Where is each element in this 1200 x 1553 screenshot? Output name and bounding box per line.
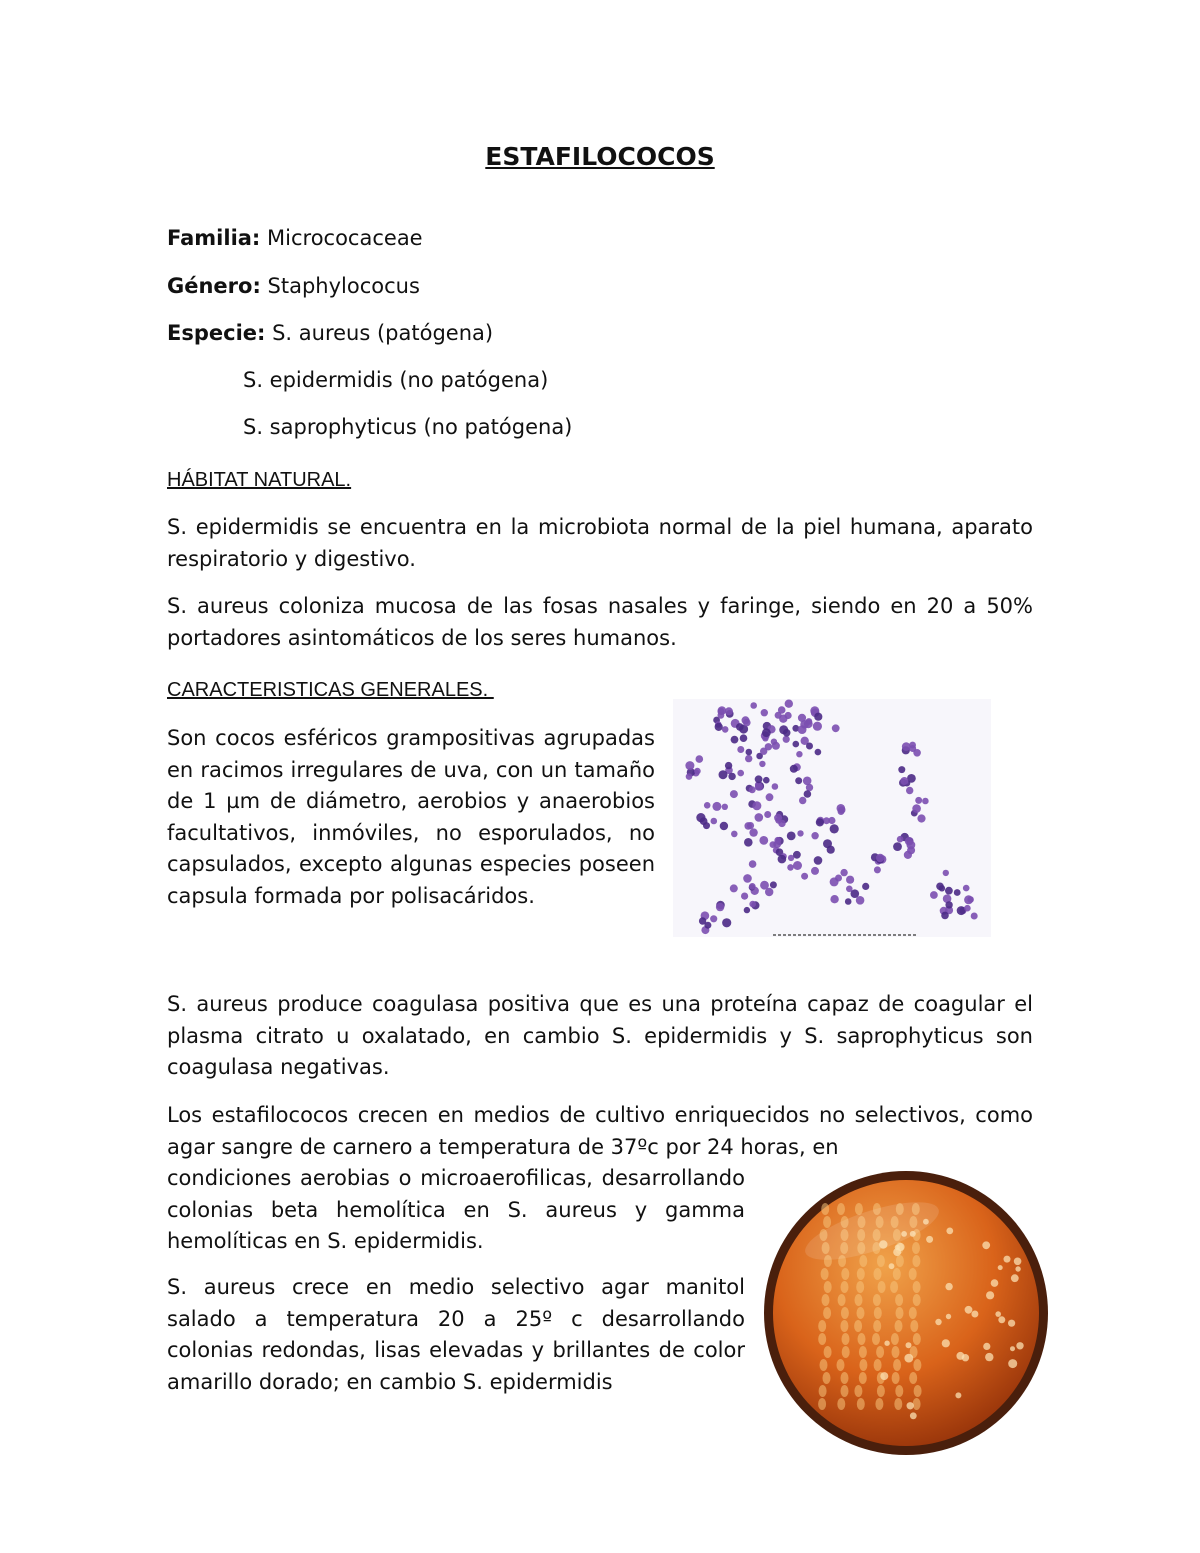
species-saprophyticus: S. saprophyticus (no patógena) [243, 415, 573, 439]
coagulasa-paragraph: S. aureus produce coagulasa positiva que es una proteína capaz de coagular el plasma citrato u oxalatado, en cambio S. epidermidis y S. saprophyticus son coagulasa negativas. [167, 992, 1033, 1079]
coccus [897, 836, 904, 843]
colony [857, 1398, 865, 1410]
coccus [740, 734, 748, 742]
coccus [711, 818, 718, 825]
colony [858, 1333, 866, 1345]
coccus [913, 749, 921, 757]
coccus [700, 817, 708, 825]
colony [818, 1398, 826, 1410]
coccus [795, 777, 802, 784]
colony [874, 1268, 882, 1280]
colony [1015, 1266, 1020, 1271]
coccus [766, 793, 774, 801]
coccus [971, 913, 978, 920]
colony [913, 1294, 921, 1306]
coccus [902, 742, 911, 751]
colony [1016, 1342, 1023, 1349]
coccus [770, 881, 777, 888]
coccus [715, 723, 723, 731]
coccus [731, 736, 739, 744]
colony [986, 1291, 994, 1299]
coccus [963, 885, 970, 892]
colony [859, 1359, 867, 1371]
coccus [744, 822, 752, 830]
coccus [828, 817, 835, 824]
colony [1010, 1346, 1015, 1351]
colony [876, 1346, 884, 1358]
coccus [930, 891, 938, 899]
colony [824, 1281, 832, 1293]
coccus [749, 860, 757, 868]
colony [818, 1333, 826, 1345]
colony [906, 1342, 912, 1348]
colony [904, 1354, 913, 1363]
colony [991, 1279, 999, 1287]
coccus [900, 777, 908, 785]
familia-value: Micrococaceae [260, 226, 423, 250]
coccus [746, 749, 753, 756]
cultivo-paragraph-part-2: condiciones aerobias o microaerofilicas, desarrollando colonias beta hemolítica en S. aureus y gamma hemolíticas en S. epidermidis. [167, 1166, 745, 1253]
caracteristicas-heading: CARACTERISTICAS GENERALES. [167, 679, 494, 701]
coccus [685, 761, 694, 770]
coccus [830, 877, 839, 886]
coccus [804, 719, 813, 728]
coccus [939, 885, 945, 891]
coccus [945, 901, 952, 908]
coccus [749, 786, 756, 793]
coccus [775, 712, 782, 719]
coccus [945, 887, 953, 895]
coccus [787, 832, 796, 841]
coccus [763, 777, 770, 784]
coccus [799, 797, 806, 804]
coccus [840, 869, 847, 876]
habitat-paragraph-2: S. aureus coloniza mucosa de las fosas nasales y faringe, siendo en 20 a 50% portadores asintomáticos de los seres humanos. [167, 594, 1033, 650]
coccus [731, 831, 738, 838]
coccus [736, 723, 744, 731]
coccus [832, 724, 840, 732]
colony [892, 1372, 900, 1384]
colony [893, 1268, 901, 1280]
coccus [796, 751, 802, 757]
colony [822, 1294, 830, 1306]
coccus [954, 889, 961, 896]
coccus [704, 922, 711, 929]
colony [946, 1314, 951, 1319]
colony [821, 1268, 829, 1280]
colony [1014, 1258, 1022, 1266]
colony [955, 1392, 961, 1398]
coccus [725, 762, 732, 769]
colony [907, 1402, 914, 1409]
colony [910, 1412, 917, 1419]
colony [841, 1268, 849, 1280]
colony [874, 1359, 882, 1371]
coccus [730, 884, 738, 892]
colony [998, 1316, 1005, 1323]
coccus [898, 766, 905, 773]
coccus [793, 861, 802, 870]
coccus [814, 856, 823, 865]
colony [956, 1352, 964, 1360]
colony [877, 1255, 885, 1267]
page-title: ESTAFILOCOCOS [485, 142, 715, 171]
colony [892, 1346, 900, 1358]
coccus [764, 811, 771, 818]
coccus [716, 903, 724, 911]
colony [912, 1255, 920, 1267]
colony [842, 1333, 850, 1345]
coccus [906, 787, 913, 794]
manitol-paragraph: S. aureus crece en medio selectivo agar manitol salado a temperatura 20 a 25º c desarrollando colonias redondas, lisas elevadas y brillantes de color amarillo dorado; en cambio S. epidermidis [167, 1275, 745, 1394]
especie-label: Especie: [167, 321, 266, 345]
colony [913, 1333, 921, 1345]
colony [840, 1320, 848, 1332]
coccus [772, 742, 780, 750]
colony [893, 1359, 901, 1371]
colony [945, 1283, 952, 1290]
coccus [806, 743, 813, 750]
coccus [907, 841, 916, 850]
coccus [912, 804, 921, 813]
colony [884, 1341, 889, 1346]
colony [890, 1281, 898, 1293]
colony [995, 1311, 1001, 1317]
coccus [827, 846, 835, 854]
coccus [785, 712, 792, 719]
colony [965, 1306, 973, 1314]
coccus [712, 802, 721, 811]
coccus [830, 895, 838, 903]
coccus [964, 895, 973, 904]
coccus [730, 790, 738, 798]
coccus [798, 714, 806, 722]
coccus [830, 824, 839, 833]
colony [895, 1294, 903, 1306]
colony [1004, 1256, 1011, 1263]
coccus [704, 802, 711, 809]
coccus [790, 765, 798, 773]
colony [1008, 1359, 1017, 1368]
coccus [694, 768, 701, 775]
colony [1008, 1320, 1015, 1327]
colony [823, 1216, 831, 1228]
coccus [797, 830, 803, 836]
colony [935, 1319, 941, 1325]
colony [896, 1243, 904, 1251]
coccus [741, 893, 748, 900]
habitat-paragraph-1: S. epidermidis se encuentra en la microbiota normal de la piel humana, aparato respiratorio y digestivo. [167, 515, 1033, 571]
colony [880, 1372, 888, 1380]
colony [912, 1242, 920, 1254]
colony [896, 1255, 904, 1267]
coccus [964, 905, 971, 912]
colony [913, 1398, 921, 1410]
colony [873, 1320, 881, 1332]
coccus [719, 770, 728, 779]
coccus [759, 761, 765, 767]
habitat-heading: HÁBITAT NATURAL. [167, 469, 352, 491]
colony [841, 1307, 849, 1319]
coccus [722, 726, 729, 733]
micrograph-icon [673, 699, 991, 937]
colony [821, 1203, 829, 1215]
colony [909, 1268, 917, 1280]
coccus [752, 801, 761, 810]
petri-dish-icon [762, 1169, 1050, 1457]
colony [854, 1385, 862, 1397]
colony [910, 1320, 918, 1332]
colony [891, 1333, 899, 1345]
colony [841, 1385, 849, 1397]
coccus [816, 818, 824, 826]
coccus [876, 854, 884, 862]
coccus [778, 855, 787, 864]
coccus [761, 709, 768, 716]
colony [873, 1294, 881, 1306]
coccus [915, 797, 922, 804]
coccus [811, 832, 818, 839]
colony [878, 1281, 886, 1293]
coccus [814, 713, 822, 721]
coccus [793, 741, 800, 748]
colony [819, 1385, 827, 1397]
coccus [941, 912, 949, 920]
coccus [917, 814, 925, 822]
coccus [770, 841, 777, 848]
caracteristicas-paragraph-1: Son cocos esféricos grampositivas agrupadas en racimos irregulares de uva, con un tamaño de 1 µm de diámetro, aerobios y anaerobios facultativos, inmóviles, no esporulados, no capsulados, excepto algunas especies poseen capsula formada por polisacáridos. [167, 726, 655, 908]
coccus [744, 838, 753, 847]
coccus [755, 775, 763, 783]
coccus [759, 836, 768, 845]
colony [854, 1320, 862, 1332]
colony [875, 1398, 883, 1410]
colony [818, 1320, 826, 1332]
colony [985, 1353, 993, 1361]
colony [859, 1346, 867, 1358]
colony [824, 1346, 832, 1358]
coccus [846, 876, 854, 884]
coccus [783, 729, 791, 737]
colony [896, 1307, 904, 1319]
colony [857, 1268, 865, 1280]
coccus [745, 755, 752, 762]
coccus [749, 883, 756, 890]
coccus [801, 873, 808, 880]
colony [894, 1398, 902, 1410]
coccus [720, 822, 728, 830]
colony [877, 1385, 885, 1397]
colony [837, 1359, 845, 1371]
coccus [762, 728, 771, 737]
coccus [845, 898, 852, 905]
coccus [728, 773, 735, 780]
genero-label: Género: [167, 274, 261, 298]
colony [837, 1203, 845, 1215]
colony [842, 1346, 850, 1358]
coccus [893, 842, 902, 851]
colony [872, 1333, 880, 1345]
colony [913, 1359, 921, 1371]
colony [838, 1294, 846, 1306]
coccus [722, 804, 728, 810]
coccus [787, 864, 794, 871]
species-epidermidis: S. epidermidis (no patógena) [243, 368, 549, 392]
coccus [856, 896, 865, 905]
colony [855, 1203, 863, 1215]
coccus [744, 907, 750, 913]
familia-line [167, 222, 423, 254]
coccus [904, 851, 912, 859]
coccus [749, 901, 756, 908]
coccus [737, 746, 744, 753]
colony [971, 1311, 978, 1318]
colony [942, 1339, 950, 1347]
colony [909, 1372, 917, 1384]
colony [914, 1385, 922, 1397]
colony [998, 1265, 1003, 1270]
colony [841, 1372, 849, 1384]
coccus [743, 874, 752, 883]
colony [857, 1307, 865, 1319]
coccus [813, 722, 822, 731]
coccus [696, 755, 704, 763]
coccus [806, 784, 813, 791]
coccus [874, 866, 881, 873]
coccus [722, 918, 731, 927]
colony [982, 1241, 990, 1249]
colony [874, 1307, 882, 1319]
colony [895, 1320, 903, 1332]
coccus [803, 777, 812, 786]
colony [889, 1263, 895, 1269]
colony [1011, 1274, 1019, 1282]
coccus [686, 773, 693, 780]
cultivo-paragraph-part-1: Los estafilococos crecen en medios de cultivo enriquecidos no selectivos, como agar sangre de carnero a temperatura de 37ºc por 24 horas, en [167, 1103, 1033, 1159]
coccus [749, 828, 757, 836]
coccus [760, 881, 769, 890]
especie-line [167, 317, 493, 349]
coccus [922, 798, 929, 805]
coccus [772, 783, 779, 790]
colony [859, 1372, 867, 1384]
colony [820, 1359, 828, 1371]
genero-value: Staphylococus [260, 274, 420, 298]
colony [913, 1281, 921, 1293]
coccus [760, 748, 767, 755]
coccus [943, 870, 949, 876]
colony [841, 1281, 849, 1293]
coccus [862, 883, 869, 890]
colony [823, 1307, 831, 1319]
colony [909, 1307, 917, 1319]
coccus [718, 706, 727, 715]
colony [946, 1228, 953, 1235]
colony [823, 1372, 831, 1384]
coccus [710, 915, 717, 922]
coccus [837, 804, 846, 813]
coccus [793, 851, 801, 859]
familia-label: Familia: [167, 226, 261, 250]
coccus [755, 813, 764, 822]
coccus [804, 790, 812, 798]
colony [926, 1236, 933, 1243]
coccus [785, 700, 793, 708]
coccus [815, 749, 822, 756]
especie-value: S. aureus (patógena) [265, 321, 494, 345]
coccus [778, 820, 785, 827]
colony [855, 1294, 863, 1306]
colony [895, 1385, 903, 1397]
colony [856, 1281, 864, 1293]
colony [859, 1255, 867, 1267]
colony [837, 1398, 845, 1410]
coccus [783, 736, 790, 743]
coccus [737, 770, 744, 777]
colony [983, 1343, 990, 1350]
genero-line [167, 270, 420, 302]
coccus [750, 702, 757, 709]
coccus [811, 867, 819, 875]
coccus [742, 716, 750, 724]
